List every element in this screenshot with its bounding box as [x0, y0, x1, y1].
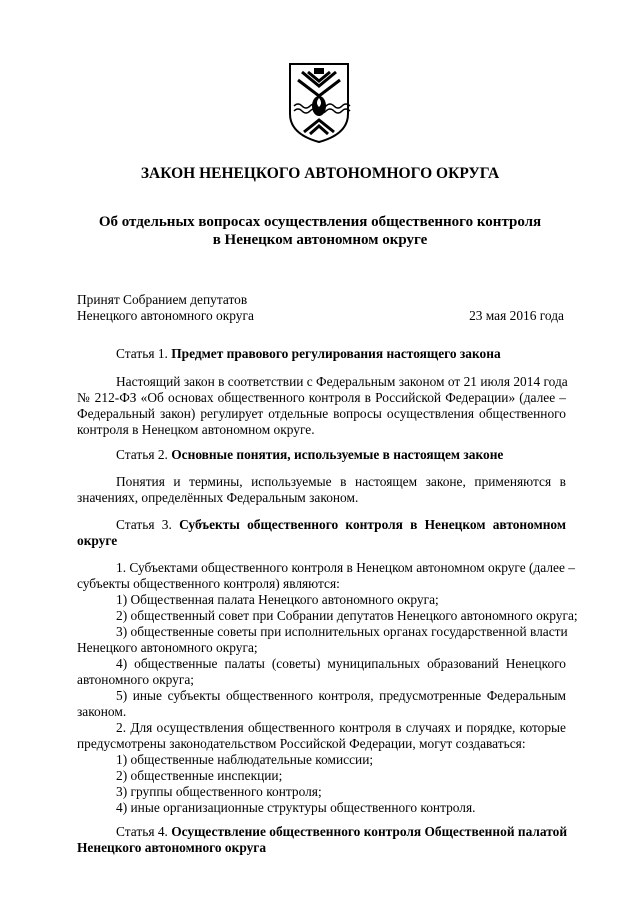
coat-of-arms-emblem	[286, 62, 352, 144]
adopted-date: 23 мая 2016 года	[469, 308, 564, 323]
article-2-text-line: значениях, определённых Федеральным законом.	[77, 490, 359, 505]
article-3-text-line: 1. Субъектами общественного контроля в Ненецком автономном округе (далее –	[116, 560, 575, 575]
article-1-text-line: Настоящий закон в соответствии с Федеральным законом от 21 июля 2014 года	[116, 374, 568, 389]
article-3-text-line: субъекты общественного контроля) являются:	[77, 576, 340, 591]
article-1-text-line: контроля в Ненецком автономном округе.	[77, 422, 315, 437]
article-3-text-line: предусмотрены законодательством Российской Федерации, могут создаваться:	[77, 736, 526, 751]
adopted-by-org: Ненецкого автономного округа	[77, 308, 254, 323]
article-3-heading-cont: округе	[77, 533, 118, 548]
article-3-text-line: 4) общественные палаты (советы) муниципальных образований Ненецкого	[116, 656, 566, 671]
article-2-heading: Статья 2. Основные понятия, используемые в настоящем законе	[116, 447, 504, 462]
article-1-text-line: № 212-ФЗ «Об основах общественного контроля в Российской Федерации» (далее –	[77, 390, 566, 405]
article-2-text-line: Понятия и термины, используемые в настоящем законе, применяются в	[116, 474, 566, 489]
article-3-text-line: автономного округа;	[77, 672, 195, 687]
adopted-by: Принят Собранием депутатов	[77, 292, 248, 307]
article-3-text-line: 3) группы общественного контроля;	[116, 784, 322, 799]
article-3-text-line: 2. Для осуществления общественного контроля в случаях и порядке, которые	[116, 720, 566, 735]
article-3-text-line: 5) иные субъекты общественного контроля, предусмотренные Федеральным	[116, 688, 566, 703]
article-1-text-line: Федеральный закон) регулирует отдельные вопросы осуществления общественного	[77, 406, 566, 421]
law-title: ЗАКОН НЕНЕЦКОГО АВТОНОМНОГО ОКРУГА	[140, 165, 500, 182]
article-3-text-line: 1) общественные наблюдательные комиссии;	[116, 752, 374, 767]
article-3-text-line: законом.	[77, 704, 127, 719]
article-3-text-line: 2) общественный совет при Собрании депутатов Ненецкого автономного округа;	[116, 608, 578, 623]
article-3-heading: Статья 3. Субъекты общественного контроля в Ненецком автономном	[116, 517, 566, 532]
article-3-text-line: 4) иные организационные структуры общественного контроля.	[116, 800, 476, 815]
article-3-text-line: 3) общественные советы при исполнительных органах государственной власти	[116, 624, 568, 639]
law-subtitle-line2: в Ненецком автономном округе	[212, 232, 428, 248]
article-4-heading: Статья 4. Осуществление общественного контроля Общественной палатой	[116, 824, 568, 839]
article-1-heading: Статья 1. Предмет правового регулирования настоящего закона	[116, 346, 501, 361]
article-3-text-line: 1) Общественная палата Ненецкого автономного округа;	[116, 592, 439, 607]
law-subtitle-line1: Об отдельных вопросах осуществления общественного контроля	[98, 214, 542, 230]
article-3-text-line: 2) общественные инспекции;	[116, 768, 283, 783]
article-4-heading-cont: Ненецкого автономного округа	[77, 840, 267, 855]
article-3-text-line: Ненецкого автономного округа;	[77, 640, 258, 655]
